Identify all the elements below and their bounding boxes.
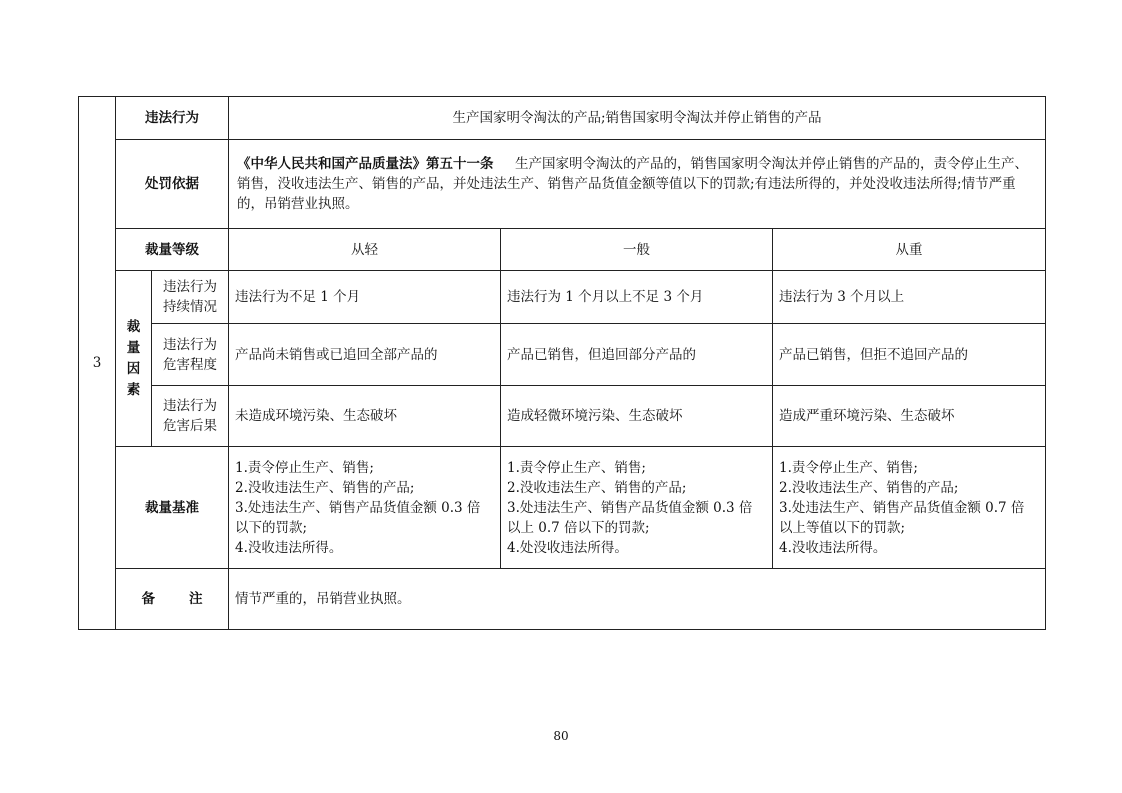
- level-light: 从轻: [229, 229, 501, 271]
- penalty-table: [78, 96, 1046, 630]
- standard-item: 4.处没收违法所得。: [507, 539, 628, 556]
- level-normal: 一般: [501, 229, 773, 271]
- violation-text: 生产国家明令淘汰的产品;销售国家明令淘汰并停止销售的产品: [229, 97, 1046, 140]
- factor-row: [79, 271, 1046, 324]
- standard-item: 4.没收违法所得。: [779, 539, 887, 556]
- factor-name-line: 违法行为: [163, 398, 217, 414]
- basis-row: [79, 140, 1046, 229]
- standard-item: 2.没收违法生产、销售的产品;: [235, 479, 415, 496]
- factor-normal: 产品已销售，但追回部分产品的: [501, 324, 773, 386]
- standard-item: 2.没收违法生产、销售的产品;: [779, 479, 959, 496]
- remarks-label: [116, 569, 229, 630]
- standard-item: 4.没收违法所得。: [235, 539, 343, 556]
- factor-light: 产品尚未销售或已追回全部产品的: [229, 324, 501, 386]
- levels-label: 裁量等级: [116, 229, 229, 271]
- remarks-label-char: 注: [189, 591, 203, 607]
- standard-item: 1.责令停止生产、销售;: [235, 459, 374, 476]
- factor-name: [152, 271, 229, 324]
- row-number: 3: [79, 97, 116, 630]
- factor-row: [79, 324, 1046, 386]
- standard-light: [229, 447, 501, 569]
- factor-name: [152, 324, 229, 386]
- factor-name-line: 违法行为: [163, 279, 217, 295]
- standard-heavy: [773, 447, 1046, 569]
- factors-label-char: 量: [126, 339, 141, 356]
- factor-name: [152, 386, 229, 447]
- standard-item: 1.责令停止生产、销售;: [507, 459, 646, 476]
- factors-label: [116, 271, 152, 447]
- standard-label: 裁量基准: [116, 447, 229, 569]
- basis-text-gap: [494, 156, 515, 172]
- basis-label: 处罚依据: [116, 140, 229, 229]
- factor-heavy: 产品已销售，但拒不追回产品的: [773, 324, 1046, 386]
- standard-item: 以上等值以下的罚款;: [779, 519, 906, 536]
- factor-normal: 造成轻微环境污染、生态破坏: [501, 386, 773, 447]
- standard-item: 3.处违法生产、销售产品货值金额 0.7 倍: [779, 499, 1025, 516]
- factor-heavy: 造成严重环境污染、生态破坏: [773, 386, 1046, 447]
- remarks-text: 情节严重的，吊销营业执照。: [229, 569, 1046, 630]
- standard-item: 3.处违法生产、销售产品货值金额 0.3 倍: [235, 499, 481, 516]
- factors-label-char: 因: [126, 360, 141, 377]
- factor-light: 未造成环境污染、生态破坏: [229, 386, 501, 447]
- factor-name-line: 危害后果: [163, 418, 217, 434]
- factors-label-char: 素: [126, 381, 141, 398]
- levels-row: [79, 229, 1046, 271]
- standard-item: 以下的罚款;: [235, 519, 308, 536]
- standard-item: 3.处违法生产、销售产品货值金额 0.3 倍: [507, 499, 753, 516]
- factor-light: 违法行为不足 1 个月: [229, 271, 501, 324]
- factor-name-line: 违法行为: [163, 336, 217, 353]
- page-number: 80: [553, 729, 569, 743]
- violation-label: 违法行为: [116, 97, 229, 140]
- basis-law: 《中华人民共和国产品质量法》第五十一条: [237, 156, 494, 172]
- factor-heavy: 违法行为 3 个月以上: [773, 271, 1046, 324]
- factor-row: [79, 386, 1046, 447]
- factor-normal: 违法行为 1 个月以上不足 3 个月: [501, 271, 773, 324]
- factor-name-line: 持续情况: [163, 299, 217, 315]
- standard-item: 1.责令停止生产、销售;: [779, 459, 918, 476]
- standard-normal: [501, 447, 773, 569]
- level-heavy: 从重: [773, 229, 1046, 271]
- violation-row: [79, 97, 1046, 140]
- remarks-row: [79, 569, 1046, 630]
- basis-text: 生产国家明令淘汰的产品的，销售国家明令淘汰并停止销售的产品的，责令停止生产、销售，没收违法生产、销售的产品，并处违法生产、销售产品货值金额等值以下的罚款;有违法所得的，并处没收违法所得;情节严重的，吊销营业执照。: [237, 156, 1028, 212]
- remarks-label-char: 备: [141, 591, 155, 607]
- standard-row: [79, 447, 1046, 569]
- basis-cell: [229, 140, 1046, 229]
- standard-item: 以上 0.7 倍以下的罚款;: [507, 519, 650, 536]
- factor-name-line: 危害程度: [163, 356, 217, 373]
- standard-item: 2.没收违法生产、销售的产品;: [507, 479, 687, 496]
- factors-label-char: 裁: [126, 318, 141, 335]
